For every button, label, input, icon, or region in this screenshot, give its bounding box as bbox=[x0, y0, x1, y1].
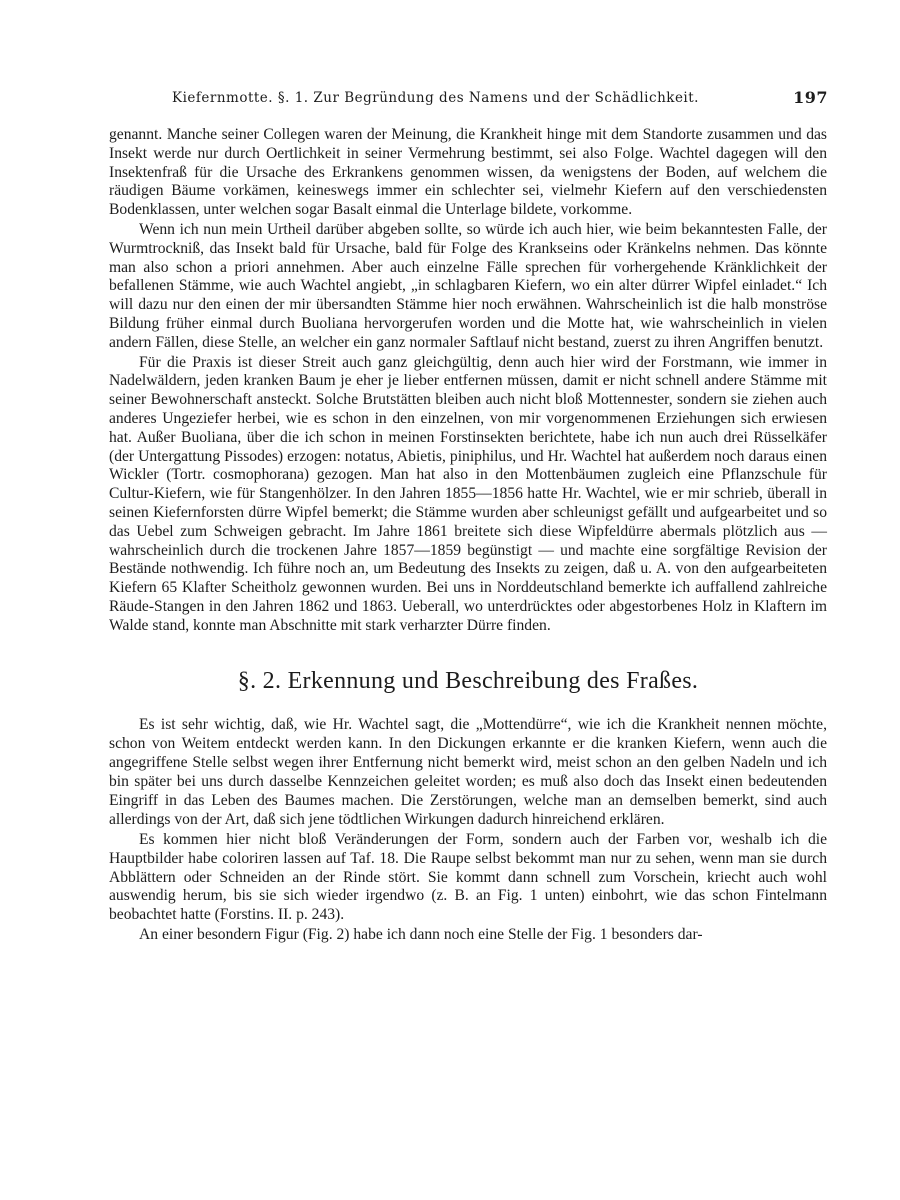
running-title: Kiefernmotte. §. 1. Zur Begründung des Namens und der Schädlichkeit. bbox=[172, 90, 699, 106]
section-heading: §. 2. Erkennung und Beschreibung des Fraßes. bbox=[237, 667, 699, 694]
paragraph: genannt. Manche seiner Collegen waren der Meinung, die Krankheit hinge mit dem Standorte zusammen und das Insekt werde nur durch Oertlichkeit in seiner Vermehrung bestimmt, sei also Folge. Wachtel dagegen will den Insektenfraß für die Ursache des Erkrankens genommen wissen, da wenigstens der Boden, auf welchem die räudigen Bäume vorkämen, keineswegs immer ein schlechter sei, vielmehr Kiefern auf den verschiedensten Bodenklassen, unter welchen sogar Basalt einmal die Unterlage bildete, vorkomme. bbox=[109, 126, 827, 219]
page-body bbox=[109, 126, 827, 945]
section-1-continuation bbox=[109, 126, 827, 636]
section-2 bbox=[109, 716, 827, 945]
paragraph: Es kommen hier nicht bloß Veränderungen der Form, sondern auch der Farben vor, weshalb ich die Hauptbilder habe coloriren lassen auf Taf. 18. Die Raupe selbst bekommt man nur zu sehen, wenn man sie durch Abblättern oder Schneiden an der Rinde stört. Sie kommt dann schnell zum Vorschein, kriecht auch wohl auswendig herum, bis sie sich wieder irgendwo (z. B. an Fig. 1 unten) einbohrt, wie das schon Fintelmann beobachtet hatte (Forstins. II. p. 243). bbox=[109, 830, 827, 924]
paragraph: Es ist sehr wichtig, daß, wie Hr. Wachtel sagt, die „Mottendürre“, wie ich die Krankheit nennen möchte, schon von Weitem entdeckt werden kann. In den Dickungen erkannte er die kranken Kiefern, wenn auch die angegriffene Stelle selbst wegen ihrer Entfernung nicht bemerkt wird, meist schon an den gelben Nadeln und ich bin später bei uns durch dasselbe Kennzeichen geleitet worden; es muß also doch das Insekt einen bedeutenden Eingriff in das Leben des Baumes machen. Die Zerstörungen, welche man an demselben bemerkt, sind auch allerdings von der Art, daß sich jene tödtlichen Wirkungen dadurch hinreichend erklären. bbox=[109, 716, 827, 828]
paragraph: An einer besondern Figur (Fig. 2) habe ich dann noch eine Stelle der Fig. 1 besonders dar- bbox=[139, 926, 703, 944]
paragraph: Wenn ich nun mein Urtheil darüber abgeben sollte, so würde ich auch hier, wie beim bekanntesten Falle, der Wurmtrockniß, das Insekt bald für Ursache, bald für Folge des Krankseins oder Kränkelns nehmen. Das könnte man also schon a priori annehmen. Aber auch einzelne Fälle sprechen für vorhergehende Kränklichkeit der befallenen Stämme, wie auch Wachtel angiebt, „in schlagbaren Kiefern, wo ein alter dürrer Wipfel einladet.“ Ich will dazu nur den einen der mir übersandten Stämme hier noch erwähnen. Wahrscheinlich ist die halb monströse Bildung früher einmal durch Buoliana hervorgerufen worden und die Motte hat, wie wahrscheinlich in vielen andern Fällen, diese Stelle, an welcher ein ganz normaler Saftlauf nicht bestand, zuerst zu ihren Angriffen benutzt. bbox=[109, 220, 827, 351]
paragraph: Für die Praxis ist dieser Streit auch ganz gleichgültig, denn auch hier wird der Forstmann, wie immer in Nadelwäldern, jeden kranken Baum je eher je lieber entfernen müssen, damit er nicht schnell andere Stämme mit seiner Bewohnerschaft ansteckt. Solche Brutstätten bleiben auch nicht bloß Mottennester, sondern sie ziehen auch anderes Ungeziefer herbei, wie es schon in den einzelnen, von mir vorgenommenen Erziehungen sich erwiesen hat. Außer Buoliana, über die ich schon in meinen Forstinsekten berichtete, habe ich nun auch drei Rüsselkäfer (der Untergattung Pissodes) erzogen: notatus, Abietis, piniphilus, und Hr. Wachtel hat außerdem noch daraus einen Wickler (Tortr. cosmophorana) gezogen. Man hat also in den Mottenbäumen zugleich eine Pflanzschule für Cultur-Kiefern, wie für Stangenhölzer. In den Jahren 1855—1856 hatte Hr. Wachtel, wie er mir schrieb, überall in seinen Kiefernforsten dürre Wipfel bemerkt; die Stämme wurden aber schleunigst gefällt und aufgearbeitet und so das Uebel zum Schweigen gebracht. Im Jahre 1861 breitete sich diese Wipfeldürre abermals plötzlich aus — wahrscheinlich durch die trockenen Jahre 1857—1859 begünstigt — und machte eine sorgfältige Revision der Bestände nothwendig. Ich führe noch an, um Bedeutung des Insekts zu zeigen, daß u. A. von den aufgearbeiteten Kiefern 65 Klafter Scheitholz gewonnen wurden. Bei uns in Norddeutschland bemerkte ich auffallend zahlreiche Räude-Stangen in den Jahren 1862 und 1863. Ueberall, wo unterdrücktes oder abgestorbenes Holz in Klaftern im Walde stand, konnte man Abschnitte mit stark verharzter Dürre finden. bbox=[109, 353, 827, 634]
page-number: 197 bbox=[793, 88, 828, 107]
running-header bbox=[172, 90, 828, 107]
